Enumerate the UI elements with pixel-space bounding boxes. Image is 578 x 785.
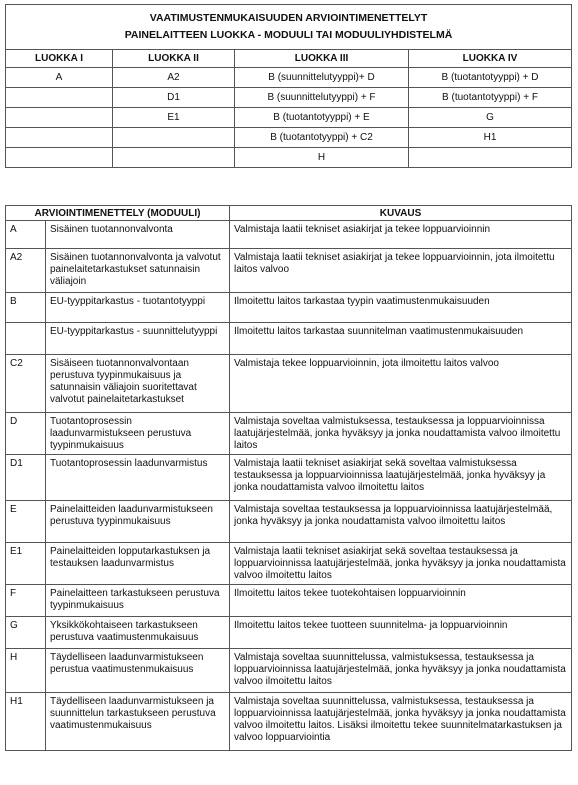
module-description: Valmistaja tekee loppuarvioinnin, jota ilmoitettu laitos valvoo: [230, 355, 572, 413]
table-row: [6, 323, 572, 355]
table-row: [6, 108, 572, 128]
module-description: Ilmoitettu laitos tekee tuotekohtaisen loppuarvioinnin: [230, 585, 572, 617]
module-name: Painelaitteiden lopputarkastuksen ja testauksen laadunvarmistus: [46, 543, 230, 585]
table-row: [6, 221, 572, 249]
module-code: E1: [6, 543, 46, 585]
table-cell: D1: [113, 88, 235, 108]
table-cell: H1: [409, 128, 572, 148]
module-description: Valmistaja soveltaa suunnittelussa, valmistuksessa, testauksessa ja loppuarvioinnissa laatujärjestelmää, jonka hyväksyy ja jonka noudattamista valvoo ilmoitettu laitos. Lisäksi ilmoitettu tekee suunnitelmatarkastuksen ja valvoo loppuarviointia: [230, 693, 572, 751]
module-description: Valmistaja soveltaa valmistuksessa, testauksessa ja loppuarvioinnissa laatujärjestelmää, jonka hyväksyy ja jonka noudattamista valvoo ilmoitettu laitos: [230, 413, 572, 455]
module-name: EU-tyyppitarkastus - tuotantotyyppi: [46, 293, 230, 323]
table-row: [6, 617, 572, 649]
table-cell: B (tuotantotyyppi) + F: [409, 88, 572, 108]
table-title-line2: PAINELAITTEEN LUOKKA - MODUULI TAI MODUULIYHDISTELMÄ: [124, 29, 453, 41]
module-code: D1: [6, 455, 46, 501]
module-description: Valmistaja laatii tekniset asiakirjat sekä soveltaa testauksessa ja loppuarvioinnissa laatujärjestelmää, jonka hyväksyy ja jonka noudattamista valvoo ilmoitettu laitos: [230, 543, 572, 585]
module-code: E: [6, 501, 46, 543]
module-code: A: [6, 221, 46, 249]
module-name: Tuotantoprosessin laadunvarmistukseen perustuva tyypinmukaisuus: [46, 413, 230, 455]
table-cell: E1: [113, 108, 235, 128]
column-header: LUOKKA II: [113, 50, 235, 68]
table-cell: A: [6, 68, 113, 88]
table-row: [6, 355, 572, 413]
table-cell: B (tuotantotyyppi) + C2: [235, 128, 409, 148]
column-header: LUOKKA IV: [409, 50, 572, 68]
table-row: [6, 413, 572, 455]
table-cell: B (suunnittelutyyppi)+ D: [235, 68, 409, 88]
table-row: [6, 88, 572, 108]
module-description: Ilmoitettu laitos tekee tuotteen suunnitelma- ja loppuarvioinnin: [230, 617, 572, 649]
table-row: [6, 693, 572, 751]
class-module-table: [5, 4, 572, 168]
module-code: G: [6, 617, 46, 649]
table-cell: [6, 108, 113, 128]
table-row: [6, 501, 572, 543]
module-code: A2: [6, 249, 46, 293]
module-name: Sisäinen tuotannonvalvonta: [46, 221, 230, 249]
table-cell: B (tuotantotyyppi) + D: [409, 68, 572, 88]
table-cell: [6, 128, 113, 148]
table-row: [6, 148, 572, 168]
table-cell: H: [235, 148, 409, 168]
table-cell: B (tuotantotyyppi) + E: [235, 108, 409, 128]
module-name: EU-tyyppitarkastus - suunnittelutyyppi: [46, 323, 230, 355]
module-description: Valmistaja laatii tekniset asiakirjat ja tekee loppuarvioinnin, jota ilmoitettu laitos valvoo: [230, 249, 572, 293]
module-name: Sisäinen tuotannonvalvonta ja valvotut painelaitetarkastukset satunnaisin väliajoin: [46, 249, 230, 293]
module-code: F: [6, 585, 46, 617]
column-header: LUOKKA I: [6, 50, 113, 68]
module-name: Sisäiseen tuotannonvalvontaan perustuva tyypinmukaisuus ja satunnaisin väliajoin suoritettavat valvotut painelaitetarkastukset: [46, 355, 230, 413]
module-description: Valmistaja laatii tekniset asiakirjat sekä soveltaa valmistuksessa testauksessa ja loppuarvioinnissa laatujärjestelmää, jonka hyväksyy ja jonka noudattamista valvoo ilmoitettu laitos: [230, 455, 572, 501]
column-header-description: KUVAUS: [230, 206, 572, 221]
module-code: H1: [6, 693, 46, 751]
table-row: [6, 68, 572, 88]
table-row: [6, 293, 572, 323]
table-row: [6, 455, 572, 501]
module-description: Ilmoitettu laitos tarkastaa tyypin vaatimustenmukaisuuden: [230, 293, 572, 323]
module-name: Painelaitteiden laadunvarmistukseen perustuva tyypinmukaisuus: [46, 501, 230, 543]
table-title-line1: VAATIMUSTENMUKAISUUDEN ARVIOINTIMENETTELYT: [149, 12, 428, 24]
table-row: [6, 128, 572, 148]
table-row: [6, 249, 572, 293]
module-name: Painelaitteen tarkastukseen perustuva tyypinmukaisuus: [46, 585, 230, 617]
module-code: H: [6, 649, 46, 693]
table-cell: [6, 148, 113, 168]
module-description: Valmistaja soveltaa testauksessa ja loppuarvioinnissa laatujärjestelmää, jonka hyväksyy ja jonka noudattamista valvoo ilmoitettu laitos: [230, 501, 572, 543]
table-cell: [113, 148, 235, 168]
module-code: B: [6, 293, 46, 323]
module-name: Täydelliseen laadunvarmistukseen perustua vaatimustenmukaisuus: [46, 649, 230, 693]
module-code: [6, 323, 46, 355]
module-name: Täydelliseen laadunvarmistukseen ja suunnittelun tarkastukseen perustuva vaatimustenmukaisuus: [46, 693, 230, 751]
module-description: Ilmoitettu laitos tarkastaa suunnitelman vaatimustenmukaisuuden: [230, 323, 572, 355]
table-cell: G: [409, 108, 572, 128]
module-name: Yksikkökohtaiseen tarkastukseen perustuva vaatimustenmukaisuus: [46, 617, 230, 649]
module-description: Valmistaja soveltaa suunnittelussa, valmistuksessa, testauksessa ja loppuarvioinnissa laatujärjestelmää, jonka hyväksyy ja jonka noudattamista valvoo ilmoitettu laitos: [230, 649, 572, 693]
column-header-module: ARVIOINTIMENETTELY (MODUULI): [6, 206, 230, 221]
table-cell: [113, 128, 235, 148]
table-row: [6, 543, 572, 585]
table-row: [6, 585, 572, 617]
table-cell: [6, 88, 113, 108]
module-code: D: [6, 413, 46, 455]
column-header: LUOKKA III: [235, 50, 409, 68]
table-cell: B (suunnittelutyyppi) + F: [235, 88, 409, 108]
table-cell: [409, 148, 572, 168]
module-description: Valmistaja laatii tekniset asiakirjat ja tekee loppuarvioinnin: [230, 221, 572, 249]
module-code: C2: [6, 355, 46, 413]
table-cell: A2: [113, 68, 235, 88]
table-title: [6, 5, 572, 50]
procedure-description-table: [5, 205, 572, 751]
module-name: Tuotantoprosessin laadunvarmistus: [46, 455, 230, 501]
table-row: [6, 649, 572, 693]
